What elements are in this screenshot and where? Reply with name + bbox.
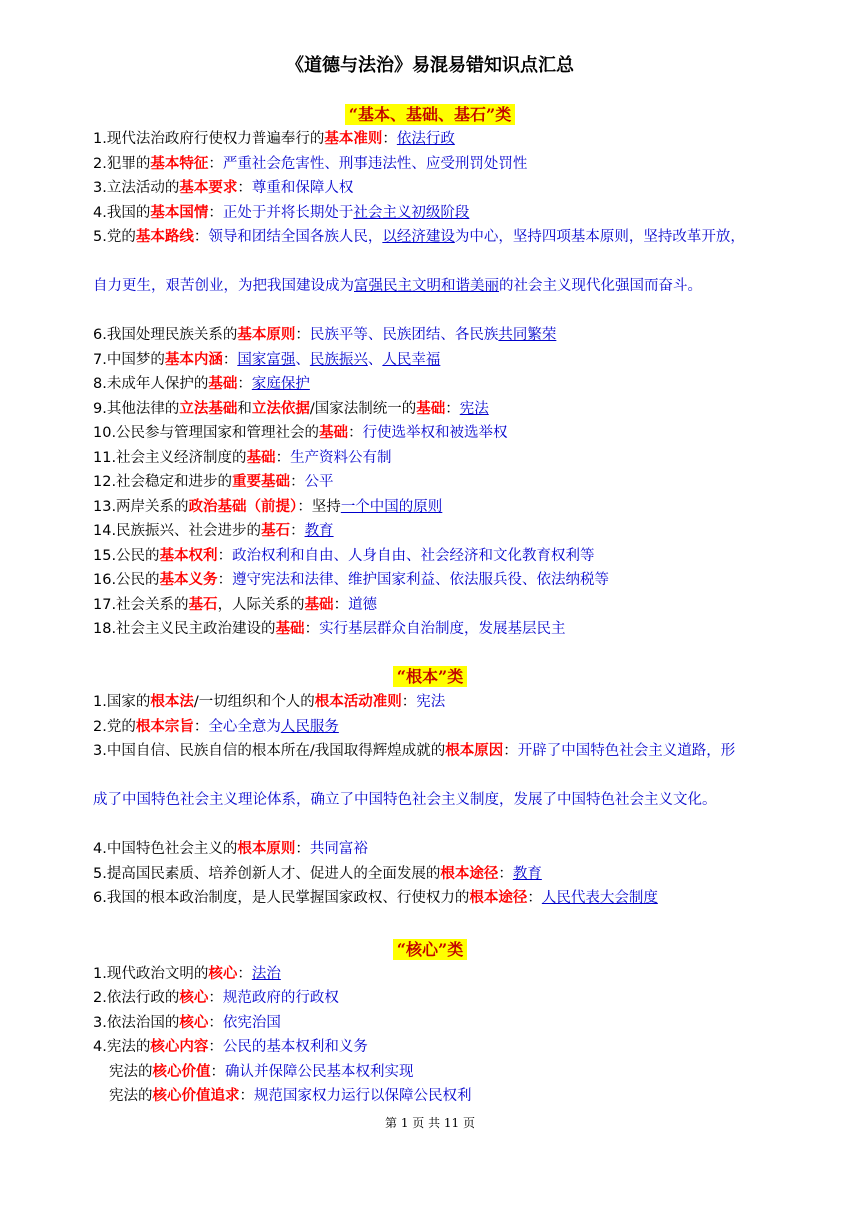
list-item: 6.我国处理民族关系的基本原则：民族平等、民族团结、各民族共同繁荣 [93, 327, 557, 343]
list-item: 4.宪法的核心内容：公民的基本权利和义务 [93, 1039, 368, 1055]
list-item: 17.社会关系的基石，人际关系的基础：道德 [93, 597, 378, 613]
list-item: 2.依法行政的核心：规范政府的行政权 [93, 990, 339, 1006]
list-item: 12.社会稳定和进步的重要基础：公平 [93, 474, 334, 490]
list-item: 1.现代政治文明的核心：法治 [93, 966, 281, 982]
list-item-sub: 宪法的核心价值：确认并保障公民基本权利实现 [109, 1064, 414, 1080]
list-item-sub: 宪法的核心价值追求：规范国家权力运行以保障公民权利 [109, 1088, 472, 1104]
page-title: 《道德与法治》易混易错知识点汇总 [286, 55, 574, 76]
list-item: 2.犯罪的基本特征：严重社会危害性、刑事违法性、应受刑罚处罚性 [93, 156, 528, 172]
list-item: 6.我国的根本政治制度，是人民掌握国家政权、行使权力的根本途径：人民代表大会制度 [93, 890, 658, 906]
list-item: 8.未成年人保护的基础：家庭保护 [93, 376, 310, 392]
list-item: 5.提高国民素质、培养创新人才、促进人的全面发展的根本途径：教育 [93, 866, 542, 882]
section-heading-core: “核心”类 [0, 937, 860, 960]
list-item: 11.社会主义经济制度的基础：生产资料公有制 [93, 450, 392, 466]
list-item: 3.依法治国的核心：依宪治国 [93, 1015, 281, 1031]
list-item: 13.两岸关系的政治基础（前提）：坚持一个中国的原则 [93, 499, 443, 515]
list-item: 14.民族振兴、社会进步的基石：教育 [93, 523, 334, 539]
list-item: 2.党的根本宗旨：全心全意为人民服务 [93, 719, 339, 735]
list-item: 3.中国自信、民族自信的根本所在/我国取得辉煌成就的根本原因：开辟了中国特色社会主义道路，形 [93, 743, 736, 759]
list-item: 7.中国梦的基本内涵：国家富强、民族振兴、人民幸福 [93, 352, 441, 368]
list-item: 3.立法活动的基本要求：尊重和保障人权 [93, 180, 354, 196]
list-item: 10.公民参与管理国家和管理社会的基础：行使选举权和被选举权 [93, 425, 508, 441]
list-item-continuation: 成了中国特色社会主义理论体系，确立了中国特色社会主义制度，发展了中国特色社会主义文化。 [93, 792, 717, 808]
list-item-continuation: 自力更生，艰苦创业，为把我国建设成为富强民主文明和谐美丽的社会主义现代化强国而奋斗。 [93, 278, 702, 294]
list-item: 4.我国的基本国情：正处于并将长期处于社会主义初级阶段 [93, 205, 470, 221]
section-heading-fundamental: “根本”类 [0, 664, 860, 687]
list-item: 1.国家的根本法/一切组织和个人的根本活动准则：宪法 [93, 694, 446, 710]
list-item: 16.公民的基本义务：遵守宪法和法律、维护国家利益、依法服兵役、依法纳税等 [93, 572, 610, 588]
list-item: 9.其他法律的立法基础和立法依据/国家法制统一的基础：宪法 [93, 401, 489, 417]
section-heading-basic: “基本、基础、基石”类 [0, 102, 860, 125]
page-footer: 第 1 页 共 11 页 [385, 1116, 475, 1130]
list-item: 18.社会主义民主政治建设的基础：实行基层群众自治制度，发展基层民主 [93, 621, 566, 637]
list-item: 15.公民的基本权利：政治权利和自由、人身自由、社会经济和文化教育权利等 [93, 548, 595, 564]
list-item: 1.现代法治政府行使权力普遍奉行的基本准则：依法行政 [93, 131, 455, 147]
list-item: 5.党的基本路线：领导和团结全国各族人民，以经济建设为中心，坚持四项基本原则，坚持改革开放， [93, 229, 745, 245]
list-item: 4.中国特色社会主义的根本原则：共同富裕 [93, 841, 368, 857]
